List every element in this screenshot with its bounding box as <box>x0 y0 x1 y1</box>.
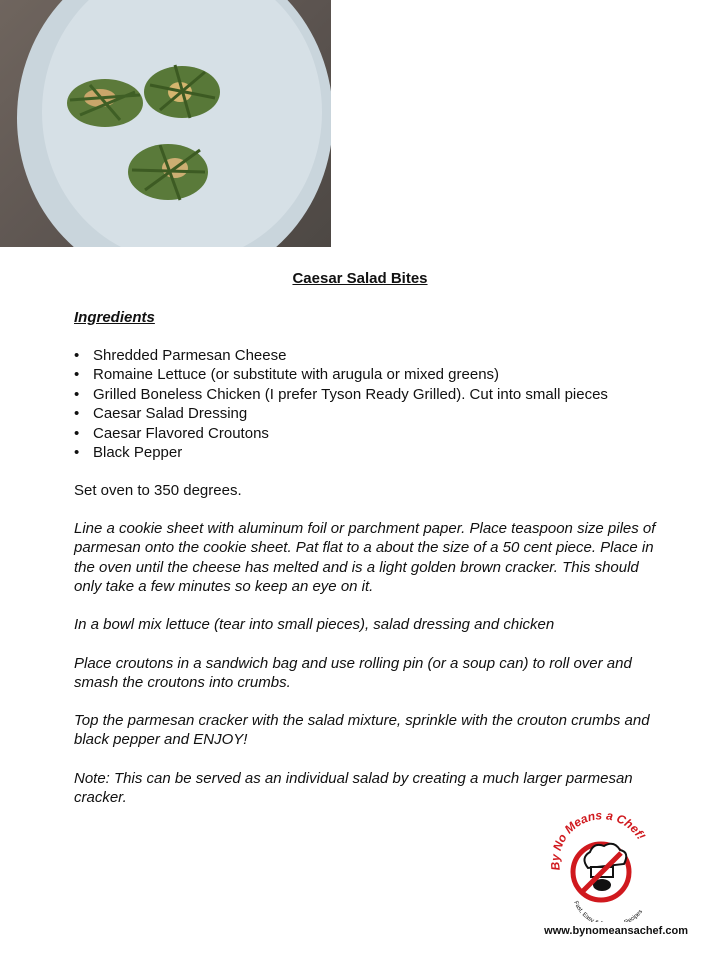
salad-bites-photo <box>0 0 331 247</box>
ingredients-heading: Ingredients <box>74 309 155 326</box>
svg-text:By No Means a Chef!: By No Means a Chef! <box>548 810 649 872</box>
ingredient-item: • Caesar Flavored Croutons <box>74 424 608 443</box>
website-url: www.bynomeansachef.com <box>544 925 688 937</box>
salad-bite-3 <box>128 144 208 200</box>
step-note: Note: This can be served as an individual salad by creating a much larger parmesan cracker. <box>74 770 633 807</box>
step-croutons: Place croutons in a sandwich bag and use rolling pin (or a soup can) to roll over and smash the croutons into crumbs. <box>74 655 632 692</box>
ingredients-list <box>74 346 608 462</box>
ingredient-item: • Romaine Lettuce (or substitute with arugula or mixed greens) <box>74 365 608 384</box>
oven-instruction: Set oven to 350 degrees. <box>74 482 242 499</box>
plate-illustration <box>0 0 331 247</box>
step-assemble: Top the parmesan cracker with the salad mixture, sprinkle with the crouton crumbs and black pepper and ENJOY! <box>74 712 650 749</box>
by-no-means-a-chef-logo <box>546 810 658 922</box>
step-parmesan: Line a cookie sheet with aluminum foil or parchment paper. Place teaspoon size piles of parmesan onto the cookie sheet. Pat flat to a about the size of a 50 cent piece. Place in the oven until the cheese has melted and is a light golden brown cracker. This should only take a few minutes so keep an eye on it. <box>74 520 656 596</box>
salad-bite-1 <box>67 79 143 127</box>
no-chef-icon <box>546 810 658 922</box>
ingredient-item: • Grilled Boneless Chicken (I prefer Tyson Ready Grilled). Cut into small pieces <box>74 385 608 404</box>
ingredient-item: • Shredded Parmesan Cheese <box>74 346 608 365</box>
ingredient-item: • Caesar Salad Dressing <box>74 404 608 423</box>
ingredient-item: • Black Pepper <box>74 443 608 462</box>
step-mix: In a bowl mix lettuce (tear into small pieces), salad dressing and chicken <box>74 616 555 633</box>
svg-text:Fast, Easy & Delicious Recipes: Fast, Easy ecipes <box>572 900 645 922</box>
recipe-title: Caesar Salad Bites <box>292 270 428 287</box>
